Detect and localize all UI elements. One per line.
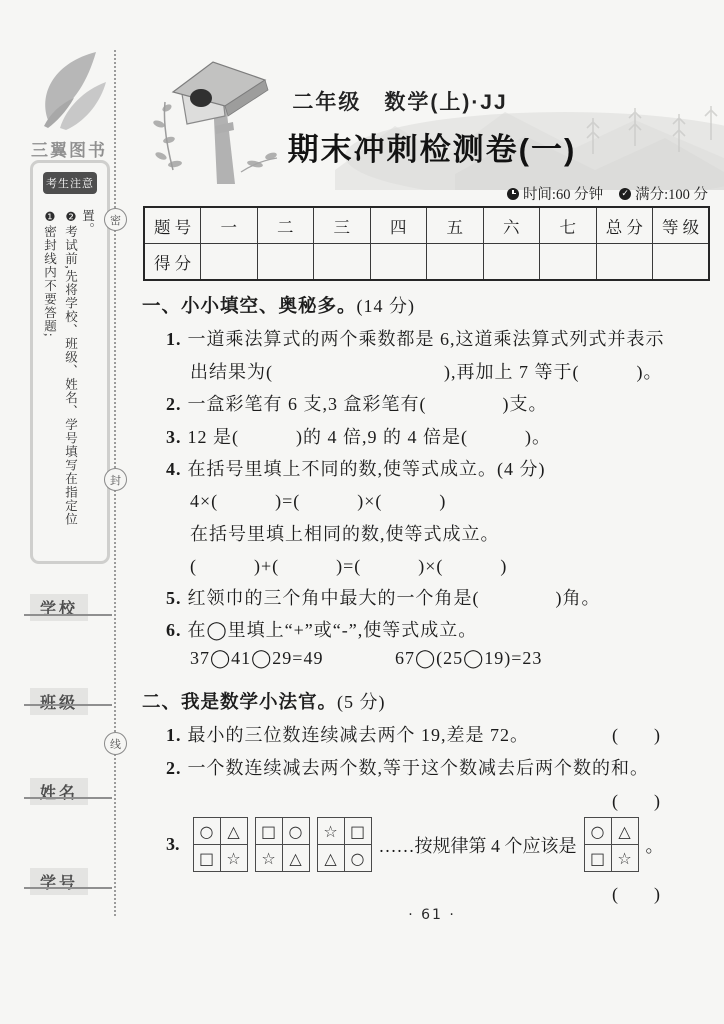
grid-cell: ☆ [220,845,247,872]
studentid-field-label: 学号 [30,868,88,895]
seal-char-feng: 封 [104,468,127,491]
s1-q6-text: 在◯里填上“+”或“-”,使等式成立。 [187,620,478,640]
score-header-cell: 三 [314,207,371,244]
grid-cell: △ [282,845,309,872]
score-cell-empty[interactable] [370,244,427,281]
notice-item-1: ❶密封线内不要答题; [42,209,57,338]
name-field-line[interactable] [24,797,112,799]
s2-q3-judgment-bracket[interactable]: ( ) [612,884,660,904]
seal-char-xian: 线 [104,732,127,755]
s2-q1-text: 最小的三位数连续减去两个 19,差是 72。 [187,725,529,745]
pattern-grid-2 [255,817,310,872]
examinee-notice-box [30,160,110,564]
seal-char-mi: 密 [104,208,127,231]
score-header-cell: 二 [257,207,314,244]
grid-cell: ○ [344,845,371,872]
s2-q2-line [166,754,649,780]
s1-q3-text: 12 是( )的 4 倍,9 的 4 倍是( )。 [187,427,551,447]
grid-cell: ☆ [611,845,638,872]
s1-q5-line [166,584,601,610]
s1-q6-equation2 [395,648,542,669]
s1-q4-eq1-text: 4×( )=( )×( ) [190,491,447,511]
score-row-label: 得 分 [144,244,201,281]
score-table-score-row [144,244,709,281]
score-header-cell: 一 [201,207,258,244]
notice-item-2: ❷考试前,先将学校、班级、姓名、学号填写在指定位置。 [63,209,95,527]
s1-q3-line [166,423,551,449]
section1-heading-text: 一、小小填空、奥秘多。 [142,295,357,316]
grid-cell: ○ [282,818,309,845]
pattern-grid-3 [317,817,372,872]
grade-subject-line: 二年级 数学(上)·JJ [292,91,508,114]
score-cell-empty[interactable] [540,244,597,281]
class-field-line[interactable] [24,704,112,706]
page-number: · 61 · [408,907,456,923]
section1-heading-score: (14 分) [356,296,416,316]
score-header-cell: 总 分 [596,207,653,244]
grid-cell: □ [344,818,371,845]
s2-q3-mid-text: ……按规律第 4 个应该是 [378,835,577,856]
grid-cell: △ [611,818,638,845]
s1-q5-text: 红领巾的三个角中最大的一个角是( )角。 [187,588,601,608]
logo-text: 三翼图书 [31,141,107,160]
score-cell-empty[interactable] [314,244,371,281]
s2-q3-line [166,817,714,872]
score-cell-empty[interactable] [653,244,710,281]
s1-q1-text1: 一道乘法算式的两个乘数都是 6,这道乘法算式列式并表示 [187,329,665,349]
s1-q2-number: 2. [166,394,182,414]
s1-q6-line [166,616,477,642]
s1-q3-number: 3. [166,427,182,447]
class-field-label: 班级 [30,688,88,715]
grid-cell: ○ [584,818,611,845]
s1-q1-text2: 出结果为( ),再加上 7 等于( )。 [190,362,663,382]
studentid-field-line[interactable] [24,887,112,889]
grid-cell: △ [220,818,247,845]
score-header-cell: 五 [427,207,484,244]
s1-q4-line2 [190,520,500,546]
s1-q2-text: 一盒彩笔有 6 支,3 盒彩笔有( )支。 [187,394,548,414]
s1-q4-line [166,455,546,481]
clock-icon [507,188,519,200]
section2-heading-text: 二、我是数学小法官。 [142,691,338,712]
grid-cell: ☆ [317,818,344,845]
pattern-grid-1 [193,817,248,872]
exam-meta-line [507,183,708,204]
score-header-cell: 六 [483,207,540,244]
section2-heading-score: (5 分) [337,692,386,712]
s1-q5-number: 5. [166,588,182,608]
notice-title-badge: 考生注意 [43,172,97,194]
s2-q1-judgment-bracket[interactable]: ( ) [612,725,660,745]
section2-heading [142,688,386,714]
s2-q1-number: 1. [166,725,182,745]
fullscore-text: 满分:100 分 [635,187,708,203]
school-field-line[interactable] [24,614,112,616]
score-header-cell: 七 [540,207,597,244]
s1-q6-eq2-text: 67◯(25◯19)=23 [395,648,543,668]
s1-q4-text2: 在括号里填上相同的数,使等式成立。 [190,524,500,544]
wing-logo-icon [30,48,110,134]
fullscore-meta [619,183,708,204]
score-table [143,206,710,281]
s1-q2-line [166,390,548,416]
score-cell-empty[interactable] [257,244,314,281]
school-field-label: 学校 [30,594,88,621]
score-cell-empty[interactable] [201,244,258,281]
name-field-label: 姓名 [30,778,88,805]
grid-cell: □ [255,818,282,845]
grid-cell: □ [584,845,611,872]
score-cell-empty[interactable] [596,244,653,281]
s1-q4-eq2-text: ( )+( )=( )×( ) [190,556,508,576]
section1-heading [142,292,415,318]
s1-q1-number: 1. [166,329,182,349]
check-icon [619,188,631,200]
s2-q3-period: 。 [645,835,664,856]
s2-q2-number: 2. [166,758,182,778]
time-meta [507,183,603,204]
pattern-grid-answer [584,817,639,872]
score-cell-empty[interactable] [427,244,484,281]
grid-cell: □ [193,845,220,872]
s1-q4-text: 在括号里填上不同的数,使等式成立。(4 分) [187,459,546,479]
grid-cell: △ [317,845,344,872]
notice-text [41,209,100,549]
s1-q4-number: 4. [166,459,182,479]
s2-q2-judgment-bracket[interactable]: ( ) [612,791,660,811]
s2-q2-text: 一个数连续减去两个数,等于这个数减去后两个数的和。 [187,758,649,778]
s1-q4-equation1 [190,487,446,513]
s2-q3-number: 3. [166,834,180,854]
s1-q6-equation1 [190,648,323,669]
s1-q1-line1 [166,325,665,351]
exam-title: 期末冲刺检测卷(一) [287,132,577,167]
grid-cell: ☆ [255,845,282,872]
score-header-cell: 题 号 [144,207,201,244]
s1-q6-number: 6. [166,620,182,640]
score-header-cell: 四 [370,207,427,244]
score-cell-empty[interactable] [483,244,540,281]
score-header-cell: 等 级 [653,207,710,244]
s1-q4-equation2 [190,552,507,578]
s2-q1-line [166,721,529,747]
s1-q1-line2 [190,358,662,384]
grid-cell: ○ [193,818,220,845]
score-table-header-row [144,207,709,244]
time-text: 时间:60 分钟 [522,187,604,203]
s1-q6-eq1-text: 37◯41◯29=49 [190,648,324,668]
